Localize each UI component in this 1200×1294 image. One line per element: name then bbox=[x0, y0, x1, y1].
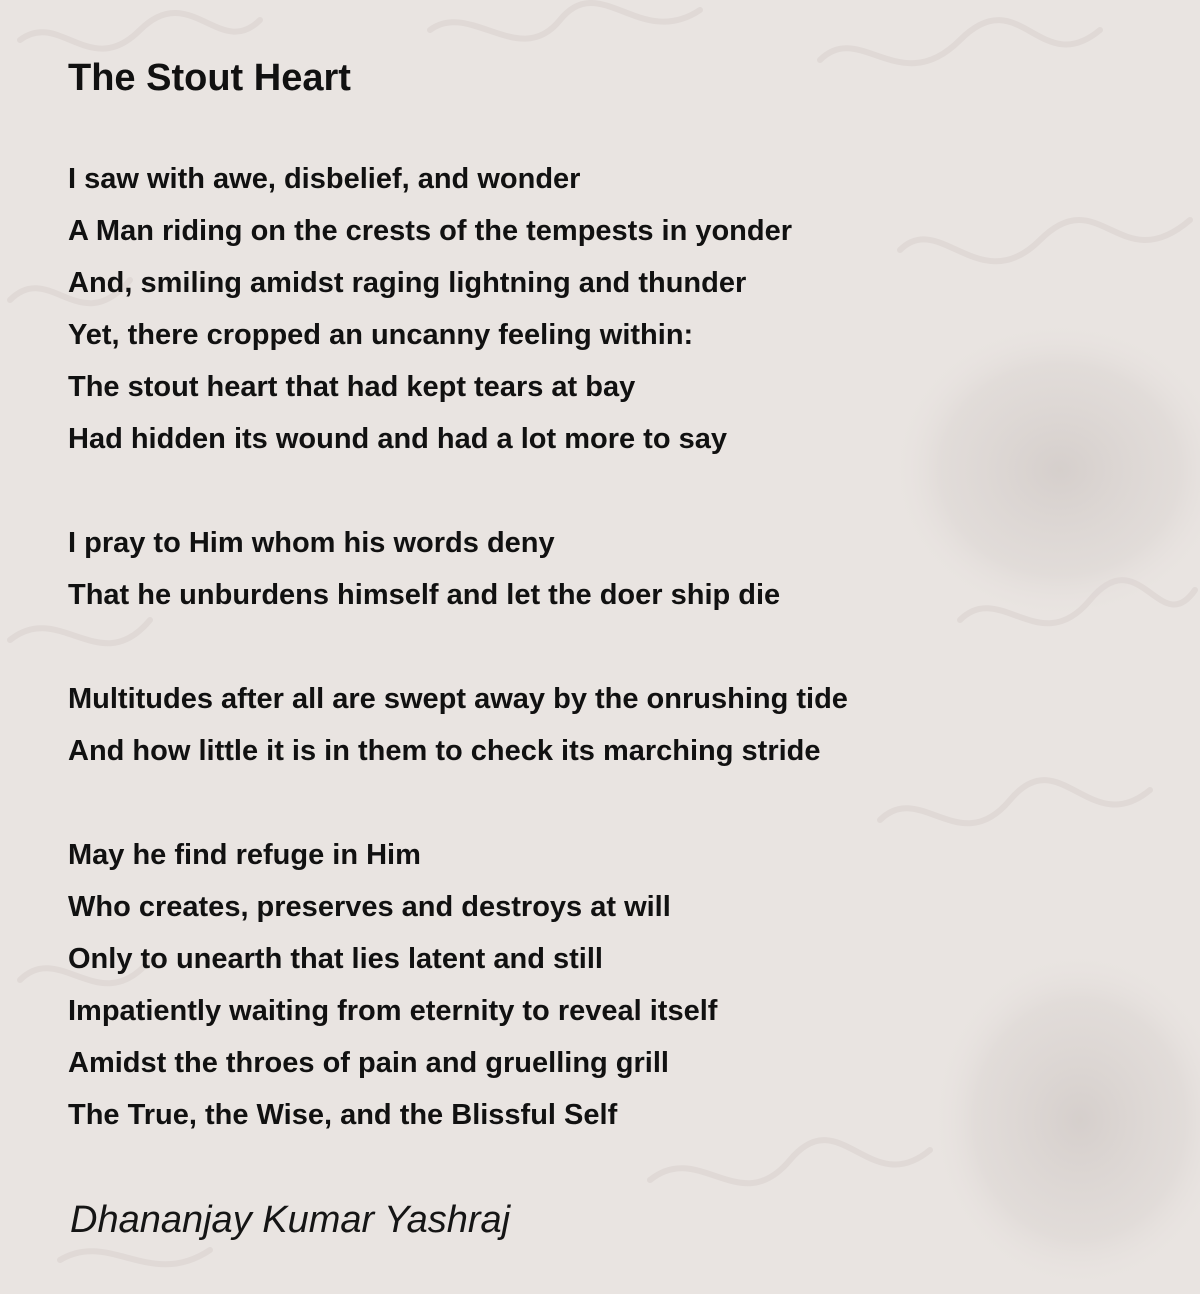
stanza bbox=[68, 517, 848, 621]
poem-author: Dhananjay Kumar Yashraj bbox=[70, 1199, 511, 1241]
poem-line: Multitudes after all are swept away by the onrushing tide bbox=[68, 683, 848, 715]
poem-line: Impatiently waiting from eternity to reveal itself bbox=[68, 995, 718, 1027]
poem-line: I pray to Him whom his words deny bbox=[68, 527, 555, 559]
poem-line: And how little it is in them to check its marching stride bbox=[68, 735, 821, 767]
poem-line: Who creates, preserves and destroys at will bbox=[68, 891, 671, 923]
poem-line: Amidst the throes of pain and gruelling grill bbox=[68, 1047, 669, 1079]
poem-line: Yet, there cropped an uncanny feeling within: bbox=[68, 319, 694, 351]
poem-line: The stout heart that had kept tears at bay bbox=[68, 371, 636, 403]
poem-line: That he unburdens himself and let the doer ship die bbox=[68, 579, 781, 611]
poem-line: A Man riding on the crests of the tempests in yonder bbox=[68, 215, 793, 247]
stanza bbox=[68, 153, 848, 465]
stanza bbox=[68, 673, 848, 777]
poem-title: The Stout Heart bbox=[68, 57, 351, 99]
poem-line: Only to unearth that lies latent and still bbox=[68, 943, 603, 975]
poem-line: I saw with awe, disbelief, and wonder bbox=[68, 163, 581, 195]
poem-line: And, smiling amidst raging lightning and thunder bbox=[68, 267, 747, 299]
poem-line: The True, the Wise, and the Blissful Self bbox=[68, 1099, 618, 1131]
poem-line: Had hidden its wound and had a lot more to say bbox=[68, 423, 727, 455]
poem-line: May he find refuge in Him bbox=[68, 839, 421, 871]
poem-body bbox=[68, 153, 848, 1193]
stanza bbox=[68, 829, 848, 1141]
